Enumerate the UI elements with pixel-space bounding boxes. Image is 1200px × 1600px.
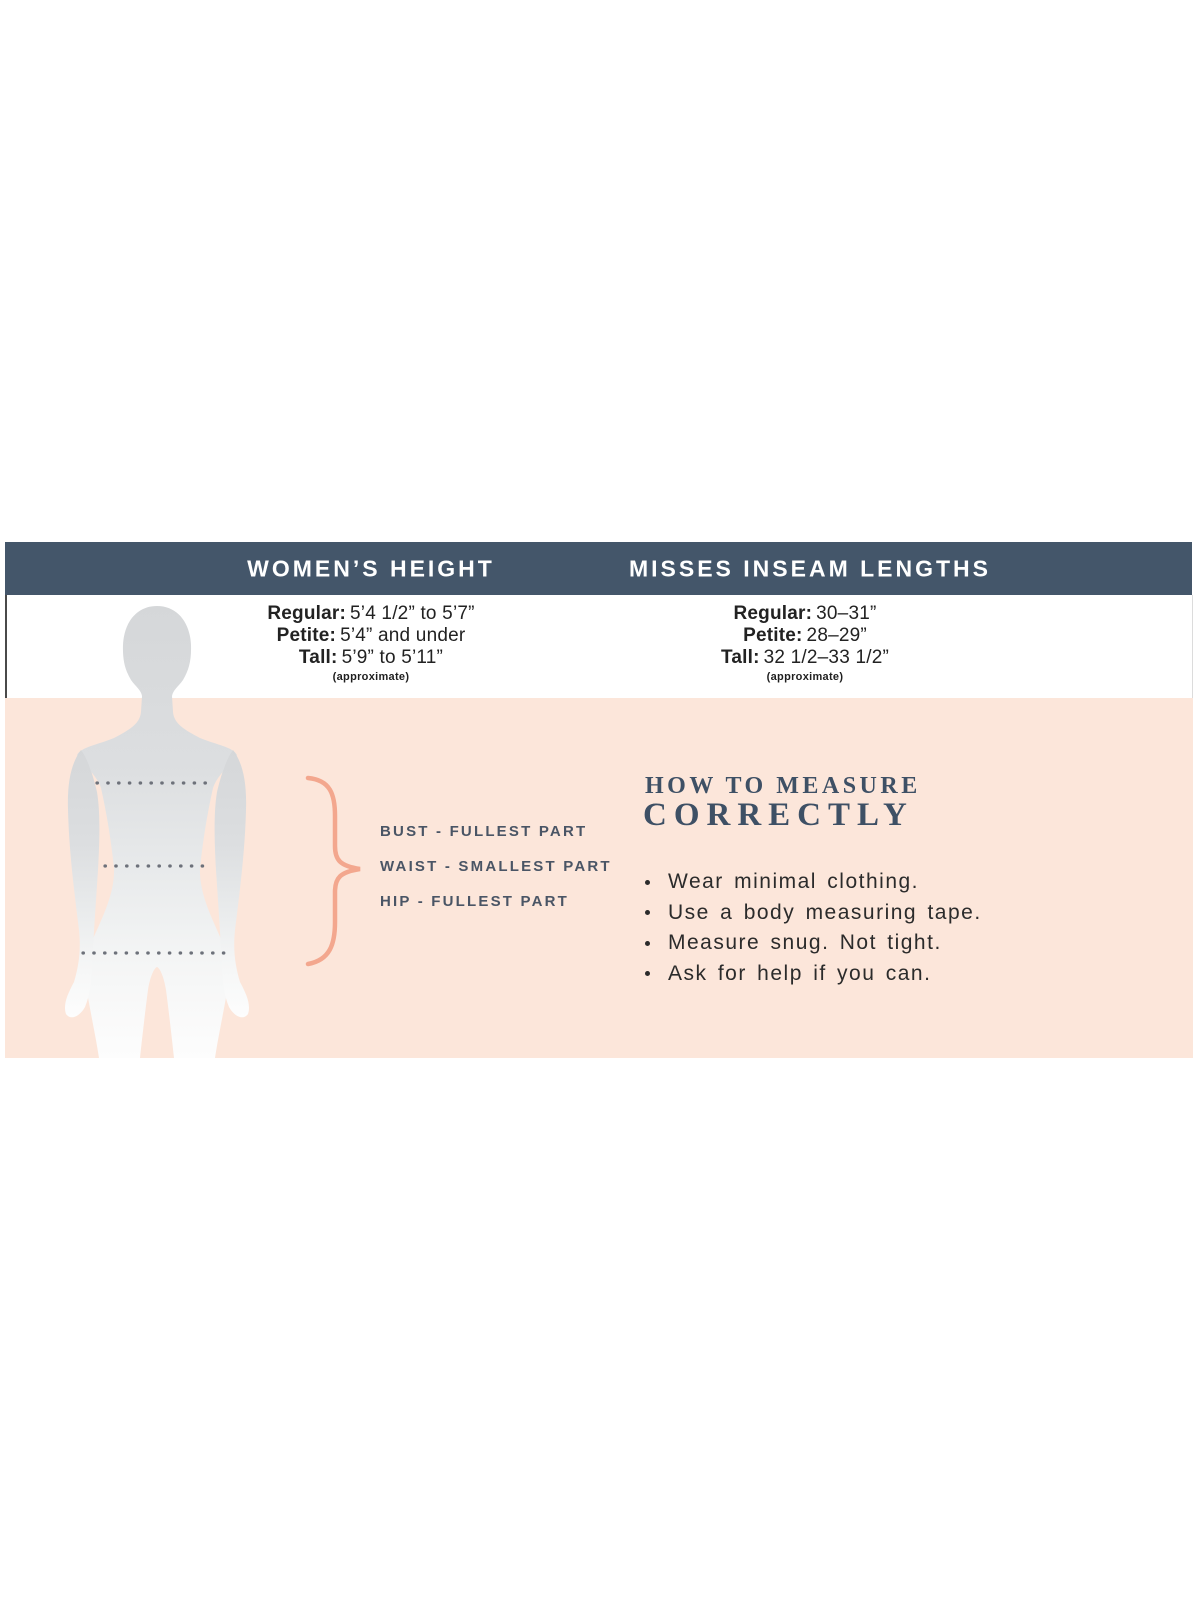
row-value: 5’4 1/2” to 5’7”	[350, 603, 475, 624]
row-label: Regular:	[733, 603, 813, 624]
bullet-dot-icon	[645, 910, 650, 915]
bullet-dot-icon	[645, 971, 650, 976]
tip-text: Use a body measuring tape.	[668, 900, 982, 924]
section-title-line1: HOW TO MEASURE	[645, 773, 921, 799]
list-item	[645, 867, 982, 898]
list-item	[645, 898, 982, 929]
approximate-note: (approximate)	[766, 671, 844, 683]
column-header-misses-inseam-lengths: MISSES INSEAM LENGTHS	[628, 555, 992, 581]
tip-text: Wear minimal clothing.	[668, 870, 920, 894]
row-label: Regular:	[267, 603, 346, 624]
female-body-silhouette-icon	[37, 600, 277, 1058]
row-value: 5’4” and under	[340, 625, 466, 646]
tip-text: Measure snug. Not tight.	[668, 931, 942, 955]
list-item	[645, 928, 982, 959]
list-item	[645, 959, 982, 990]
bust-label: BUST - FULLEST PART	[380, 823, 588, 840]
misses-inseam-values	[600, 603, 1010, 683]
row-label: Petite:	[276, 625, 337, 646]
table-header-bar	[5, 542, 1192, 595]
approximate-note: (approximate)	[332, 671, 410, 683]
curly-brace-icon	[303, 772, 373, 968]
bullet-dot-icon	[645, 941, 650, 946]
column-header-womens-height: WOMEN’S HEIGHT	[247, 555, 495, 581]
bullet-dot-icon	[645, 880, 650, 885]
row-label: Tall:	[720, 647, 760, 668]
row-value: 30–31”	[816, 603, 877, 624]
row-value: 28–29”	[806, 625, 867, 646]
inseam-row-petite	[600, 625, 1010, 647]
hip-label: HIP - FULLEST PART	[380, 893, 570, 910]
row-value: 32 1/2–33 1/2”	[763, 647, 889, 668]
inseam-row-regular	[600, 603, 1010, 625]
row-value: 5’9” to 5’11”	[341, 647, 444, 668]
row-label: Tall:	[298, 647, 338, 668]
row-label: Petite:	[743, 625, 803, 646]
tip-text: Ask for help if you can.	[668, 961, 932, 985]
inseam-row-tall	[600, 647, 1010, 669]
section-title-line2: CORRECTLY	[643, 797, 914, 833]
measuring-tips-list	[645, 867, 982, 989]
waist-label: WAIST - SMALLEST PART	[380, 858, 612, 875]
